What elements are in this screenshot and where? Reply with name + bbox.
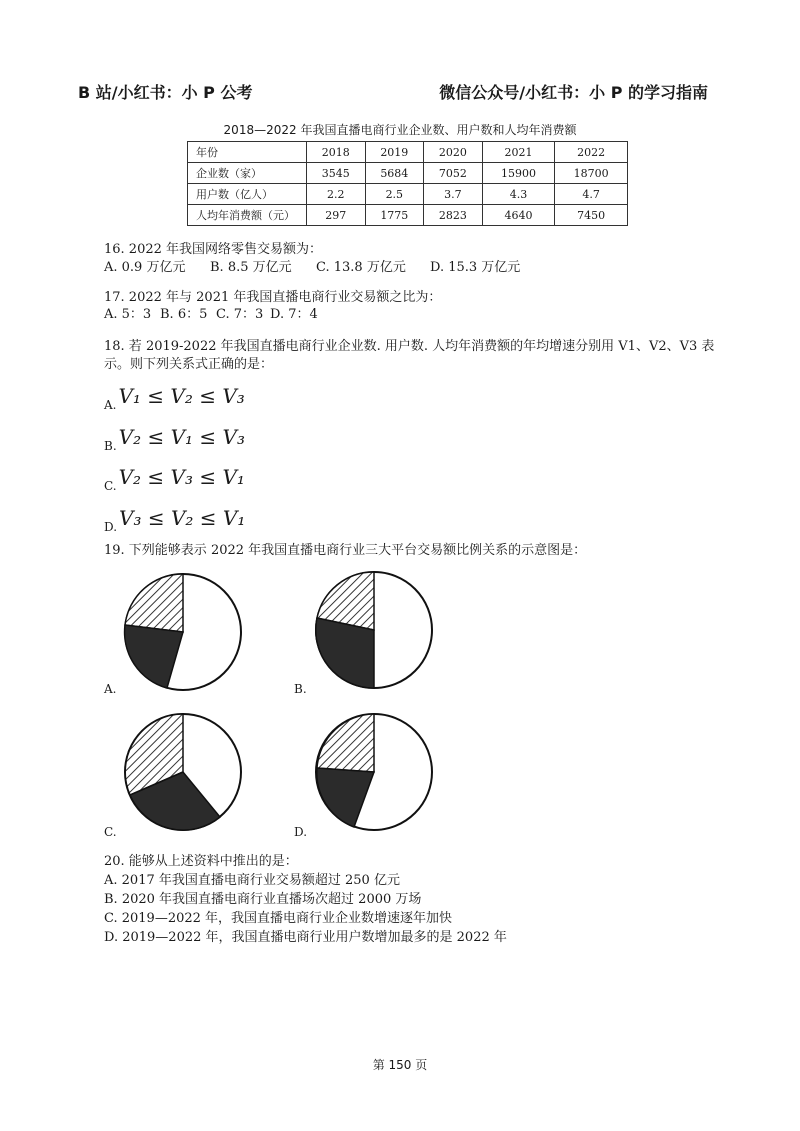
table-cell: 5684 [365,163,424,184]
option-label: B. [104,439,117,453]
q20-option-d[interactable]: D. 2019—2022 年，我国直播电商行业用户数增加最多的是 2022 年 [104,930,507,945]
table-cell: 7052 [424,163,483,184]
table-cell: 3.7 [424,184,483,205]
table-cell: 2.2 [307,184,366,205]
table-header-row [188,142,628,163]
option-expr: V₂ ≤ V₁ ≤ V₃ [118,425,245,449]
q18-option-a[interactable] [104,384,245,412]
q20-option-c[interactable]: C. 2019—2022 年，我国直播电商行业企业数增速逐年加快 [104,911,453,926]
pie-d-hatched-slice [317,714,374,772]
option-expr: V₃ ≤ V₂ ≤ V₁ [119,506,246,530]
q18-stem-line2: 示。则下列关系式正确的是： [104,357,274,372]
table-cell: 4.7 [555,184,628,205]
q17-option-b[interactable]: B. 6：5 [160,307,208,322]
header-left: B 站/小红书：小 P 公考 [78,83,253,102]
q18-option-d[interactable] [104,506,245,534]
table-cell: 4640 [482,205,555,226]
pie-a-hatched-slice [125,574,183,632]
q18-stem-line1: 18. 若 2019-2022 年我国直播电商行业企业数. 用户数. 人均年消费额的年均增速分别用 V1、V2、V3 表 [104,339,715,354]
q16-stem: 16. 2022 年我国网络零售交易额为： [104,242,323,257]
row-label: 用户数（亿人） [188,184,307,205]
option-label: A. [104,398,117,412]
q17-options [104,306,318,324]
q17-option-c[interactable]: C. 7：3 [216,307,264,322]
q18-option-b[interactable] [104,425,245,453]
pie-b-dark-slice [316,618,374,688]
q17-option-a[interactable]: A. 5：3 [104,307,152,322]
row-label: 企业数（家） [188,163,307,184]
table-cell: 15900 [482,163,555,184]
pie-label-c: C. [104,825,117,839]
option-label: D. [104,520,118,534]
pie-label-a: A. [104,682,117,696]
row-label: 人均年消费额（元） [188,205,307,226]
pie-label-d: D. [294,825,308,839]
table-header-cell: 2018 [307,142,366,163]
q16-options [104,259,520,277]
option-expr: V₁ ≤ V₂ ≤ V₃ [118,384,245,408]
table-row [188,205,628,226]
page-number: 第 150 页 [372,1058,428,1072]
pie-chart-b[interactable] [308,568,438,693]
table-cell: 7450 [555,205,628,226]
table-cell: 4.3 [482,184,555,205]
table-cell: 1775 [365,205,424,226]
table-header-label: 年份 [188,142,307,163]
pie-chart-c[interactable] [118,710,248,835]
table-cell: 2.5 [365,184,424,205]
table-title: 2018—2022 年我国直播电商行业企业数、用户数和人均年消费额 [223,123,577,137]
q16-option-a[interactable]: A. 0.9 万亿元 [104,260,186,275]
table-cell: 297 [307,205,366,226]
q20-stem: 20. 能够从上述资料中推出的是： [104,854,298,869]
data-table [187,141,628,226]
q19-stem: 19. 下列能够表示 2022 年我国直播电商行业三大平台交易额比例关系的示意图是： [104,543,587,558]
q17-stem: 17. 2022 年与 2021 年我国直播电商行业交易额之比为： [104,290,442,305]
header-right: 微信公众号/小红书：小 P 的学习指南 [439,83,708,102]
q20-option-a[interactable]: A. 2017 年我国直播电商行业交易额超过 250 亿元 [104,873,400,888]
option-expr: V₂ ≤ V₃ ≤ V₁ [118,465,245,489]
table-cell: 18700 [555,163,628,184]
pie-label-b: B. [294,682,307,696]
q16-option-b[interactable]: B. 8.5 万亿元 [210,260,292,275]
q16-option-c[interactable]: C. 13.8 万亿元 [316,260,406,275]
q18-option-c[interactable] [104,465,245,493]
table-cell: 3545 [307,163,366,184]
pie-chart-d[interactable] [308,710,438,835]
pie-chart-a[interactable] [118,570,248,695]
q20-option-b[interactable]: B. 2020 年我国直播电商行业直播场次超过 2000 万场 [104,892,422,907]
table-header-cell: 2022 [555,142,628,163]
table-header-cell: 2019 [365,142,424,163]
q17-option-d[interactable]: D. 7：4 [270,307,318,322]
table-row [188,163,628,184]
table-cell: 2823 [424,205,483,226]
option-label: C. [104,479,117,493]
table-row [188,184,628,205]
q16-option-d[interactable]: D. 15.3 万亿元 [430,260,521,275]
table-header-cell: 2021 [482,142,555,163]
table-header-cell: 2020 [424,142,483,163]
